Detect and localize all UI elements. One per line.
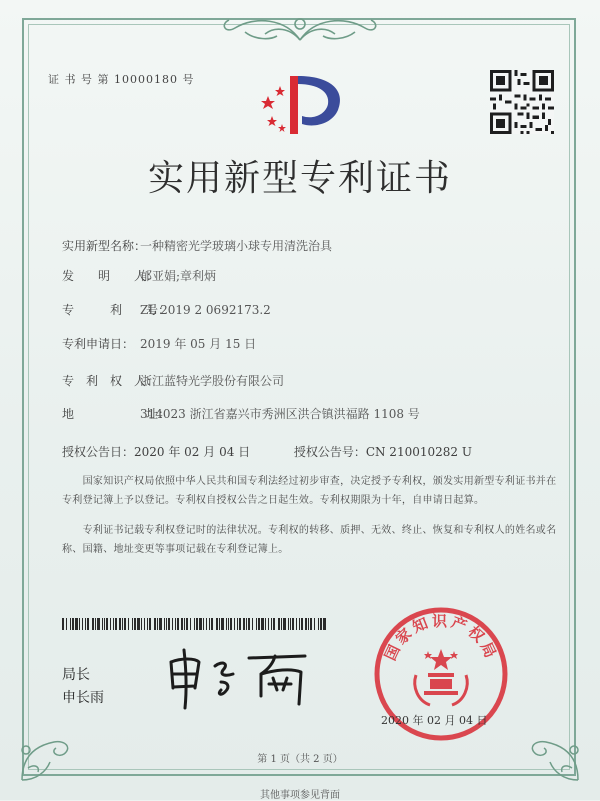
field-label: 发 明 人： xyxy=(62,269,159,283)
legal-paragraph-2: 专利证书记载专利权登记时的法律状况。专利权的转移、质押、无效、终止、恢复和专利权人的姓名或名称、国籍、地址变更等事项记载在专利登记簿上。 xyxy=(62,525,557,555)
field-label: 地 址： xyxy=(62,407,171,421)
field-value: ZL 2019 2 0692173.2 xyxy=(140,303,271,317)
grant-number: 授权公告号：CN 210010282 U xyxy=(293,445,472,459)
field-value: 郁亚娟;章利炳 xyxy=(140,269,217,283)
patent-office-emblem-icon xyxy=(258,68,354,140)
field-patent-number xyxy=(62,301,271,318)
field-address xyxy=(62,405,420,422)
certificate-number: 证 书 号 第 10000180 号 xyxy=(48,73,195,86)
signer-name: 申长雨 xyxy=(62,690,104,706)
field-patentee xyxy=(62,372,284,389)
field-value: 一种精密光学玻璃小球专用清洗治具 xyxy=(140,239,333,253)
field-grant-dates xyxy=(62,443,472,460)
certificate-title: 实用新型专利证书 xyxy=(147,158,452,199)
page-number: 第 1 页（共 2 页） xyxy=(257,754,343,765)
field-inventor xyxy=(62,267,216,284)
field-value: 浙江蓝特光学股份有限公司 xyxy=(140,374,285,388)
field-value: 314023 浙江省嘉兴市秀洲区洪合镇洪福路 1108 号 xyxy=(140,407,420,421)
field-value: 2019 年 05 月 15 日 xyxy=(140,337,257,351)
footer-note: 其他事项参见背面 xyxy=(260,790,340,801)
field-label: 专 利 号： xyxy=(62,303,171,317)
top-ornament xyxy=(215,10,385,46)
handwritten-signature xyxy=(165,648,315,710)
legal-paragraph-1: 国家知识产权局依照中华人民共和国专利法经过初步审查，决定授予专利权，颁发实用新型专利证书并在专利登记簿上予以登记。专利权自授权公告之日起生效。专利权期限为十年，自申请日起算。 xyxy=(62,476,557,506)
qr-code xyxy=(490,70,554,134)
seal-text: 国家知识产权局 xyxy=(381,612,501,664)
field-label: 专 利 权 人： xyxy=(62,374,159,388)
field-label: 专利申请日： xyxy=(62,337,135,351)
signer-title: 局长 xyxy=(62,667,90,683)
field-utility-model-name xyxy=(62,237,332,254)
barcode xyxy=(62,618,328,630)
field-label: 实用新型名称： xyxy=(62,239,147,253)
seal-date: 2020 年 02 月 04 日 xyxy=(381,714,488,727)
grant-date: 授权公告日：2020 年 02 月 04 日 xyxy=(62,445,251,459)
field-application-date xyxy=(62,335,256,352)
